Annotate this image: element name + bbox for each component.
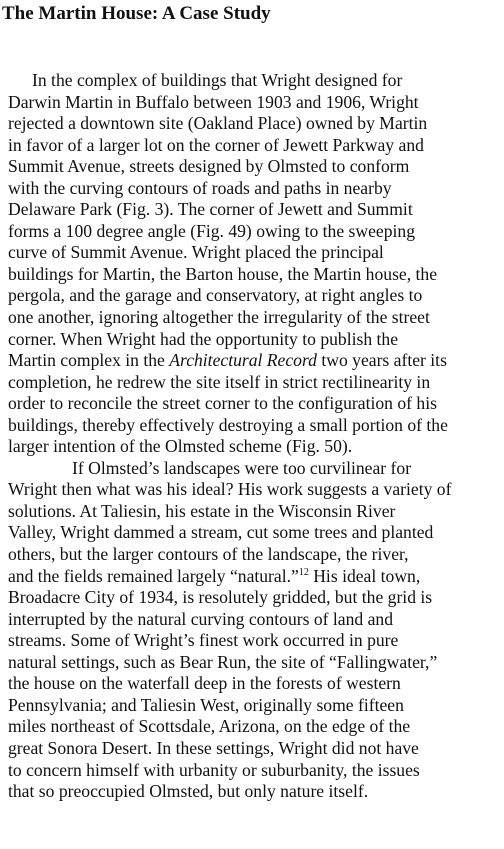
text-line: In the complex of buildings that Wright designed for bbox=[32, 70, 403, 90]
footnote-reference: 12 bbox=[298, 566, 309, 578]
text-line bbox=[8, 566, 504, 588]
text-line: rejected a downtown site (Oakland Place) owned by Martin bbox=[8, 113, 428, 134]
text-line: to concern himself with urbanity or suburbanity, the issues bbox=[8, 759, 420, 780]
text-line: completion, he redrew the site itself in strict rectilinearity in bbox=[8, 371, 431, 392]
text-line: Darwin Martin in Buffalo between 1903 and 1906, Wright bbox=[8, 91, 419, 112]
text-segment: and the fields remained largely “natural.” bbox=[8, 565, 299, 586]
text-line: corner. When Wright had the opportunity to publish the bbox=[8, 328, 399, 349]
text-line: buildings for Martin, the Barton house, the Martin house, the bbox=[8, 263, 438, 284]
text-line: buildings, thereby effectively destroying a small portion of the bbox=[8, 414, 448, 435]
article-body bbox=[8, 70, 504, 803]
text-line bbox=[8, 350, 504, 372]
text-segment: two years after its bbox=[316, 350, 447, 371]
text-line: Wright then what was his ideal? His work suggests a variety of bbox=[8, 479, 452, 500]
text-line: Summit Avenue, streets designed by Olmsted to conform bbox=[8, 156, 410, 177]
text-line: streams. Some of Wright’s finest work occurred in pure bbox=[8, 630, 399, 651]
paragraph-1 bbox=[8, 70, 504, 458]
text-line: in favor of a larger lot on the corner of Jewett Parkway and bbox=[8, 134, 424, 155]
text-line: the house on the waterfall deep in the forests of western bbox=[8, 673, 401, 694]
text-line: natural settings, such as Bear Run, the site of “Fallingwater,” bbox=[8, 651, 438, 672]
paragraph-2 bbox=[8, 458, 504, 803]
text-line: interrupted by the natural curving contours of land and bbox=[8, 608, 393, 629]
text-segment: Martin complex in the bbox=[8, 350, 170, 371]
text-line: If Olmsted’s landscapes were too curvilinear for bbox=[72, 457, 412, 478]
text-line: that so preoccupied Olmsted, but only nature itself. bbox=[8, 781, 369, 802]
text-line: miles northeast of Scottsdale, Arizona, on the edge of the bbox=[8, 716, 411, 737]
text-line: Valley, Wright dammed a stream, cut some trees and planted bbox=[8, 522, 434, 543]
text-line: Pennsylvania; and Taliesin West, originally some fifteen bbox=[8, 694, 404, 715]
text-line: great Sonora Desert. In these settings, Wright did not have bbox=[8, 737, 419, 758]
text-line: forms a 100 degree angle (Fig. 49) owing to the sweeping bbox=[8, 220, 416, 241]
page-title: The Martin House: A Case Study bbox=[2, 3, 271, 24]
text-line: solutions. At Taliesin, his estate in the Wisconsin River bbox=[8, 500, 396, 521]
text-line: Delaware Park (Fig. 3). The corner of Jewett and Summit bbox=[8, 199, 413, 220]
text-line: larger intention of the Olmsted scheme (Fig. 50). bbox=[8, 436, 353, 457]
text-line: others, but the larger contours of the landscape, the river, bbox=[8, 544, 409, 565]
publication-title: Architectural Record bbox=[169, 350, 317, 371]
text-line: pergola, and the garage and conservatory, at right angles to bbox=[8, 285, 423, 306]
text-line: Broadacre City of 1934, is resolutely gridded, but the grid is bbox=[8, 587, 433, 608]
text-line: one another, ignoring altogether the irregularity of the street bbox=[8, 307, 430, 328]
text-line: order to reconcile the street corner to the configuration of his bbox=[8, 393, 437, 414]
text-segment: His ideal town, bbox=[308, 565, 421, 586]
text-line: curve of Summit Avenue. Wright placed the principal bbox=[8, 242, 384, 263]
text-line: with the curving contours of roads and paths in nearby bbox=[8, 177, 392, 198]
